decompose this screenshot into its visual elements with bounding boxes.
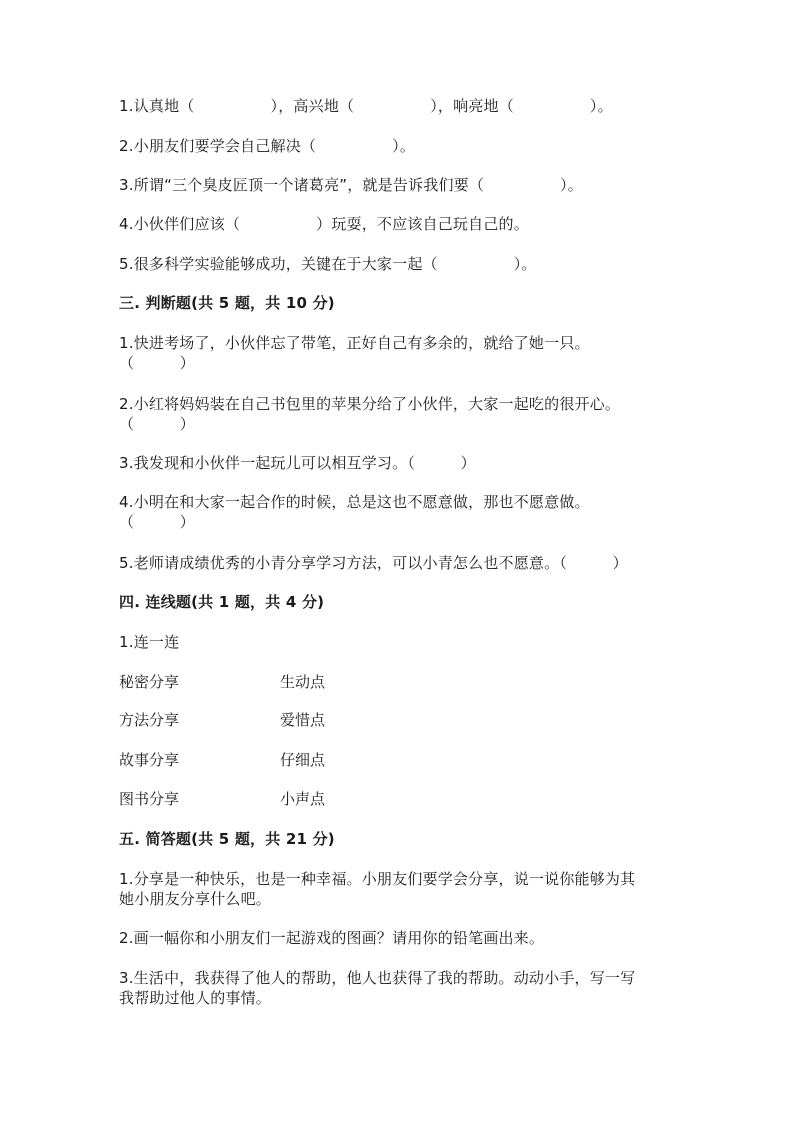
judge-item-2-blank: （ ） (119, 415, 196, 433)
short-answer-3-line2: 我帮助过他人的事情。 (119, 989, 272, 1007)
section-3-heading: 三. 判断题(共 5 题，共 10 分) (119, 294, 335, 312)
short-answer-2: 2.画一幅你和小朋友们一起游戏的图画？请用你的铅笔画出来。 (119, 929, 545, 947)
judge-item-4-blank: （ ） (119, 513, 196, 531)
short-answer-1-line2: 她小朋友分享什么吧。 (119, 890, 272, 908)
judge-item-1-text: 1.快进考场了，小伙伴忘了带笔，正好自己有多余的，就给了她一只。 (119, 334, 590, 352)
fill-item-4: 4.小伙伴们应该（ ）玩耍，不应该自己玩自己的。 (119, 215, 529, 233)
section-5-heading: 五. 简答题(共 5 题，共 21 分) (119, 830, 335, 848)
judge-item-2-text: 2.小红将妈妈装在自己书包里的苹果分给了小伙伴，大家一起吃的很开心。 (119, 395, 621, 413)
match-right-4: 小声点 (280, 790, 326, 808)
judge-item-1-blank: （ ） (119, 354, 196, 372)
fill-item-5: 5.很多科学实验能够成功，关键在于大家一起（ ）。 (119, 255, 537, 273)
match-right-1: 生动点 (280, 673, 326, 691)
judge-item-4-text: 4.小明在和大家一起合作的时候，总是这也不愿意做，那也不愿意做。 (119, 493, 590, 511)
match-question: 1.连一连 (119, 633, 180, 651)
fill-item-1: 1.认真地（ ），高兴地（ ），响亮地（ ）。 (119, 97, 613, 115)
match-left-3: 故事分享 (119, 751, 180, 769)
match-left-4: 图书分享 (119, 790, 180, 808)
match-right-2: 爱惜点 (280, 711, 326, 729)
judge-item-3: 3.我发现和小伙伴一起玩儿可以相互学习。（ ） (119, 454, 476, 472)
short-answer-1-line1: 1.分享是一种快乐，也是一种幸福。小朋友们要学会分享，说一说你能够为其 (119, 870, 636, 888)
judge-item-5: 5.老师请成绩优秀的小青分享学习方法，可以小青怎么也不愿意。（ ） (119, 554, 628, 572)
fill-item-2: 2.小朋友们要学会自己解决（ ）。 (119, 137, 416, 155)
match-right-3: 仔细点 (280, 751, 326, 769)
fill-item-3: 3.所谓“三个臭皮匠顶一个诸葛亮”，就是告诉我们要（ ）。 (119, 176, 583, 194)
match-left-2: 方法分享 (119, 711, 180, 729)
section-4-heading: 四. 连线题(共 1 题，共 4 分) (119, 593, 325, 611)
short-answer-3-line1: 3.生活中，我获得了他人的帮助，他人也获得了我的帮助。动动小手，写一写 (119, 969, 636, 987)
match-left-1: 秘密分享 (119, 673, 180, 691)
